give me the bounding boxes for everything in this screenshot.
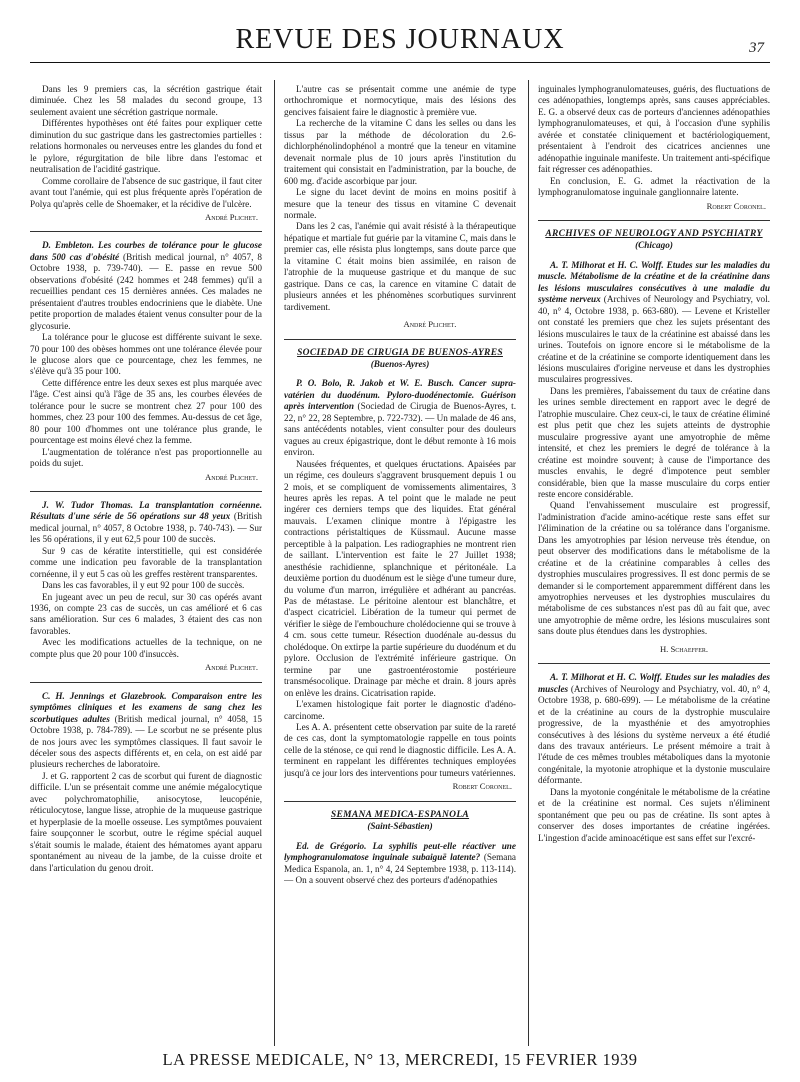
article-heading: D. Embleton. Les courbes de tolérance pour le glucose dans 500 cas d'obésité (30, 240, 262, 262)
article-reference: (British medical journal, n° 4057, 8 Octobre 1938, p. 739-740). — E. passe en revue 500 observations d'obésité (242 hommes et 248 femmes) qu'il a recueillies pendant ces 15 dernières années. Ces malades ne présentaient d'autres troubles endocriniens que le diabète. Une petite proportion de malades étaient venus consulter pour de la glycosurie. (30, 251, 262, 331)
author-signature: André Plichet. (205, 211, 258, 222)
author-signature: André Plichet. (205, 471, 258, 482)
article-heading: A. T. Milhorat et H. C. Wolff. Etudes sur les maladies des muscles (538, 672, 770, 694)
article-reference: (Semana Medica Espanola, an. 1, n° 4, 24 Septembre 1938, p. 113-114). — On a souvent observé chez des porteurs d'adénopathies (284, 852, 516, 885)
column-divider (528, 80, 529, 1046)
article-embleton (30, 240, 262, 332)
paragraph: L'examen histologique fait porter le diagnostic d'adéno-carcinome. (284, 699, 516, 721)
paragraph: L'augmentation de tolérance n'est pas proportionnelle au poids du sujet. (30, 446, 262, 469)
article-tudor-thomas (30, 500, 262, 546)
paragraph: Avec les modifications actuelles de la technique, on ne compte plus que 20 pour 100 d'insuccès. (30, 637, 262, 659)
paragraph: inguinales lymphogranulomateuses, guéris, des fluctuations de ces adénopathies, longtemps après, sans causes appréciables. E. G. a observé deux cas de porteurs d'anciennes adénopathies lymphogranulomateuses, et qui, à l'occasion d'une syphilis avérée et constatée cliniquement et bactériologiquement, présentaient à l'endroit des cicatrices anciennes une adénopathie inguinale manifeste. Un traitement anti-spécifique fait régresser ces adénopathies. (538, 84, 770, 175)
article-separator (538, 663, 770, 664)
paragraph: Nausées fréquentes, et quelques éructations. Apaisées par un régime, ces douleurs s'aggravent brusquement depuis 1 ou 2 mois, et se compliquent de vomissements alimentaires, 3 heures après les repas. A tel point que le malade ne peut ingérer ces derniers temps que des liquides. Etat général mauvais. L'examen clinique montre à l'épigastre les contractions péristaltiques de Küssmaul. Aucune masse perceptible à la palpation. Les radiographies ne montrent rien de saillant. L'intervention est faite le 27 Juillet 1938; anesthésie rachidienne, splanchnique et péritonéale. La deuxième portion du duodénum est le siège d'une tumeur dure, du volume d'un marron, irrégulière et adhérant au pancréas. Pas de métastase. Le péritoine alentour est blanchâtre, et d'aspect cicatriciel. Libération de la tumeur qui permet de vérifier le siège de l'embouchure cholédocienne qui se trouve à 4 cm. sous cette tumeur. Résection duodénale au-dessus du cholédoque. On extirpe la partie supérieure du duodénum et du pylore. Occlusion de l'extrémité inférieure gastrique. On termine par une gastroentérostomie postérieure transmésocolique. Drainage par mèche et drain. 8 jours après on enlève les drains. Cicatrisation rapide. (284, 458, 516, 698)
article-de-gregorio (284, 841, 516, 887)
paragraph: J. et G. rapportent 2 cas de scorbut qui furent de diagnostic difficile. L'un se présentait comme une anémie mégalocytique avec polychromatophilie, anisocytose, leucopénie, réticulocytose, langue lisse, atrophie de la muqueuse gastrique et hyperplasie de la moelle osseuse. Les symptômes pouvaient faire soupçonner le scorbut, outre le régime spécial auquel s'était soumis le malade, étaient des hématomes ayant apparu spontanément au niveau de la jambe, de la cuisse droite et dans l'articulation du genou droit. (30, 770, 262, 873)
paragraph: Sur 9 cas de kératite interstitielle, qui est considérée comme une indication peu favorable de la transplantation cornéenne, il y eut 5 cas où les greffes restèrent transparentes. (30, 545, 262, 579)
page-header (30, 0, 770, 63)
article-heading: C. H. Jennings et Glazebrook. Comparaison entre les symptômes cliniques et les examens de sang chez les scorbutiques adultes (30, 690, 262, 724)
journal-location: (Chicago) (635, 240, 673, 251)
article-separator (538, 220, 770, 221)
journal-section-title: REVUE DES JOURNAUX (235, 24, 565, 55)
paragraph: Comme corollaire de l'absence de suc gastrique, il faut citer avant tout l'anémie, qui est plus fréquente après l'opération de Polya qu'après celle de Shoemaker, et la récidive de l'ulcère. (30, 175, 262, 209)
journal-location: (Buenos-Ayres) (370, 358, 430, 369)
journal-location: (Saint-Sébastien) (367, 821, 433, 832)
paragraph: Dans les 9 premiers cas, la sécrétion gastrique était diminuée. Chez les 58 malades du second groupe, 13 seulement avaient une sécrétion gastrique normale. (30, 84, 262, 117)
article-reference: (Sociedad de Cirugia de Buenos-Ayres, t. 22, n° 22, 28 Septembre, p. 722-732). — Un malade de 46 ans, sans antécédents notables, vient consulter pour des douleurs vagues au creux épigastrique, dont le début remonte à 16 mois environ. (284, 401, 516, 458)
paragraph: Dans les premières, l'abaissement du taux de créatine dans les urines semble directement en rapport avec le degré de l'atrophie musculaire. Chez ceux-ci, le taux de créatine éliminé est plus petit que chez les sujets atteints de dystrophie musculaire progressive ayant une amyotrophie de même intensité, et chez les premiers le degré de tolérance à la créatine est moindre souvent; à cause de l'importance des muscles envahis, le degré d'impotence peut sembler considérable, bien que la masse musculaire du corps entier reste encore considérable. (538, 385, 770, 499)
article-reference: (British medical journal, n° 4058, 15 Octobre 1938, p. 784-789). — Le scorbut ne se présente plus de nos jours avec les symptômes classiques. Il faut savoir le déceler sous des aspects différents et, en cela, on est aidé par plusieurs recherches de laboratoire. (30, 713, 262, 770)
article-separator (30, 682, 262, 683)
page-footer: LA PRESSE MEDICALE, N° 13, MERCREDI, 15 FEVRIER 1939 (162, 1050, 638, 1069)
author-signature: André Plichet. (205, 662, 258, 673)
author-signature: André Plichet. (403, 319, 457, 330)
article-heading: P. O. Bolo, R. Jakob et W. E. Busch. Cancer supra-vatérien du duodénum. Pyloro-duodénectomie. Guérison après intervention (284, 378, 516, 412)
article-heading: A. T. Milhorat et H. C. Wolff. Etudes sur les maladies du muscle. Métabolisme de la créatine et de la créatinine dans les lésions musculaires consécutives à une maladie du système nerveux (538, 259, 770, 305)
column-1 (30, 84, 262, 1046)
author-signature: Robert Coronel. (452, 781, 512, 792)
column-divider (274, 80, 275, 1046)
paragraph: En conclusion, E. G. admet la réactivation de la lymphogranulomatose inguinale ganglionnaire latente. (538, 175, 770, 198)
paragraph: Cette différence entre les deux sexes est plus marquée avec l'âge. C'est ainsi qu'à l'âge de 35 ans, les courbes élevées de tolérance pour le sucre se montrent chez 27 pour 100 des hommes, chez 23 pour 100 des femmes. Au-dessus de cet âge, 80 pour 100 d'hommes ont une tolérance plus grande, le pourcentage est moins élevé chez la femme. (30, 377, 262, 446)
article-heading: J. W. Tudor Thomas. La transplantation cornéenne. Résultats d'une série de 56 opérations sur 48 yeux (30, 499, 262, 522)
paragraph: En jugeant avec un peu de recul, sur 30 cas opérés avant 1936, on compte 23 cas de succès, un cas amélioré et 6 cas sans amélioration. Sur ces 6 malades, 3 étaient des cas non favorables. (30, 591, 262, 636)
article-reference: (Archives of Neurology and Psychiatry, vol. 40, n° 4, Octobre 1938, p. 680-699). — Le métabolisme de la créatine et de la créatinine au cours de la dystrophie musculaire progressive, de la myasthénie et des amyotrophies consécutives à des lésions du système nerveux a été étudié dans des travaux antérieurs. Le présent mémoire a trait à l'étude de ces mêmes troubles métaboliques dans la myotonie congénitale, la myotonie atrophique et la dystonie musculaire déformante. (538, 683, 770, 786)
article-jennings (30, 691, 262, 771)
paragraph: Le signe du lacet devint de moins en moins positif à mesure que la teneur des tissus en vitamine C devenait normale. (284, 187, 516, 220)
article-reference: (Archives of Neurology and Psychiatry, vol. 40, n° 4, Octobre 1938, p. 663-680). — Levene et Kristeller ont constaté les premiers que chez les sujets présentant des lésions musculaires le taux de la créatinine est abaissé dans les urines. Toutefois on ignore encore si le métabolisme de la créatine et de la créatinine se comporte identiquement dans les lésions musculaires d'origine nerveuse et dans les dystrophies musculaires progressives. (538, 294, 770, 385)
column-3 (538, 84, 770, 1046)
journal-section-heading: ARCHIVES OF NEUROLOGY AND PSYCHIATRY (545, 228, 763, 239)
paragraph: Dans les 2 cas, l'anémie qui avait résisté à la thérapeutique hépatique et martiale fut guérie par la vitamine C, mais dans le premier cas, elle résista plus longtemps, sans doute parce que la vitamine C était moins bien assimilée, en raison de l'atrophie de la muqueuse gastrique et du manque de suc gastrique. Dans ce cas, la carence en vitamine C datait de plusieurs années et les phénomènes scorbutiques survinrent tardivement. (284, 221, 516, 312)
article-separator (284, 339, 516, 340)
article-bolo (284, 378, 516, 458)
paragraph: Dans les cas favorables, il y eut 92 pour 100 de succès. (42, 580, 245, 591)
column-2 (284, 84, 516, 1046)
paragraph: Dans la myotonie congénitale le métabolisme de la créatine et de la créatinine est normal. Ces sujets n'éliminent spontanément que peu ou pas de créatine. Ils sont aptes à conserver des doses importantes de créatine ingérées. L'ingestion d'acide aminoacétique est sans effet sur l'excré- (538, 786, 770, 843)
author-signature: Robert Coronel. (706, 200, 766, 211)
article-heading: Ed. de Grégorio. La syphilis peut-elle réactiver une lymphogranulomatose inguinale subaiguë latente? (284, 840, 516, 863)
paragraph: Les A. A. présentent cette observation par suite de la rareté de ces cas, dont la symptomatologie rappelle en tous points celle de la sténose, ce qui rend le diagnostic difficile. Les A. A. terminent en rappelant les différentes techniques employées jusqu'à ce jour lors des interventions pour tumeurs vatériennes. (284, 722, 516, 778)
paragraph: La tolérance pour le glucose est différente suivant le sexe. 70 pour 100 des obèses hommes ont une tolérance élevée pour le glucose alors que ce pourcentage, chez les femmes, ne s'élève qu'à 35 pour 100. (30, 332, 262, 377)
paragraph: Quand l'envahissement musculaire est progressif, l'administration d'acide amino-acétique reste sans effet sur l'élimination de la créatine ou sa tolérance dans l'organisme. Dans les amyotrophies par lésion nerveuse très étendue, on peut observer des modifications dans le métabolisme de la créatine et de la créatinine comparables à celles des dystrophies musculaires progressives. Il est donc permis de se demander si le comportement apparemment différent dans les amyotrophies nerveuses et les dystrophies musculaires du métabolisme de ces substances n'est pas dû au fait que, avec une amyotrophie de même ordre, les lésions musculaires sont sans doute plus étendues dans les dystrophies. (538, 500, 770, 637)
article-separator (30, 231, 262, 232)
paragraph: Différentes hypothèses ont été faites pour expliquer cette diminution du suc gastrique dans les gastrectomies partielles : relations hormonales ou nerveuses entre les glandes du fond et le pylore, régurgitation de bile libre dans l'estomac et neutralisation de l'acidité gastrique. (30, 118, 262, 175)
article-separator (30, 491, 262, 492)
article-reference: (British medical journal, n° 4057, 8 Octobre 1938, p. 740-743). — Sur les 56 opérations, il y eut 62,5 pour 100 de succès. (30, 511, 262, 545)
article-milhorat-1 (538, 260, 770, 386)
author-signature: H. Schaeffer. (659, 643, 709, 654)
journal-section-heading: SEMANA MEDICA-ESPANOLA (330, 809, 470, 820)
journal-section-heading: SOCIEDAD DE CIRUGIA DE BUENOS-AYRES (297, 347, 503, 358)
article-separator (284, 801, 516, 802)
paragraph: L'autre cas se présentait comme une anémie de type orthochromique et normocytique, mais des lésions des gencives faisaient faire le diagnostic à première vue. (284, 84, 516, 117)
paragraph: La recherche de la vitamine C dans les selles ou dans les tissus par la méthode de décoloration du 2.6-dichlorphénolindophénol a montré que la teneur en vitamine devenait normale plus de 10 jours après l'institution du traitement qui consistait en l'administration, par la bouche, de 600 mg. d'acide ascorbique par jour. (284, 118, 516, 186)
page-number: 37 (749, 40, 764, 56)
article-milhorat-2 (538, 672, 770, 787)
